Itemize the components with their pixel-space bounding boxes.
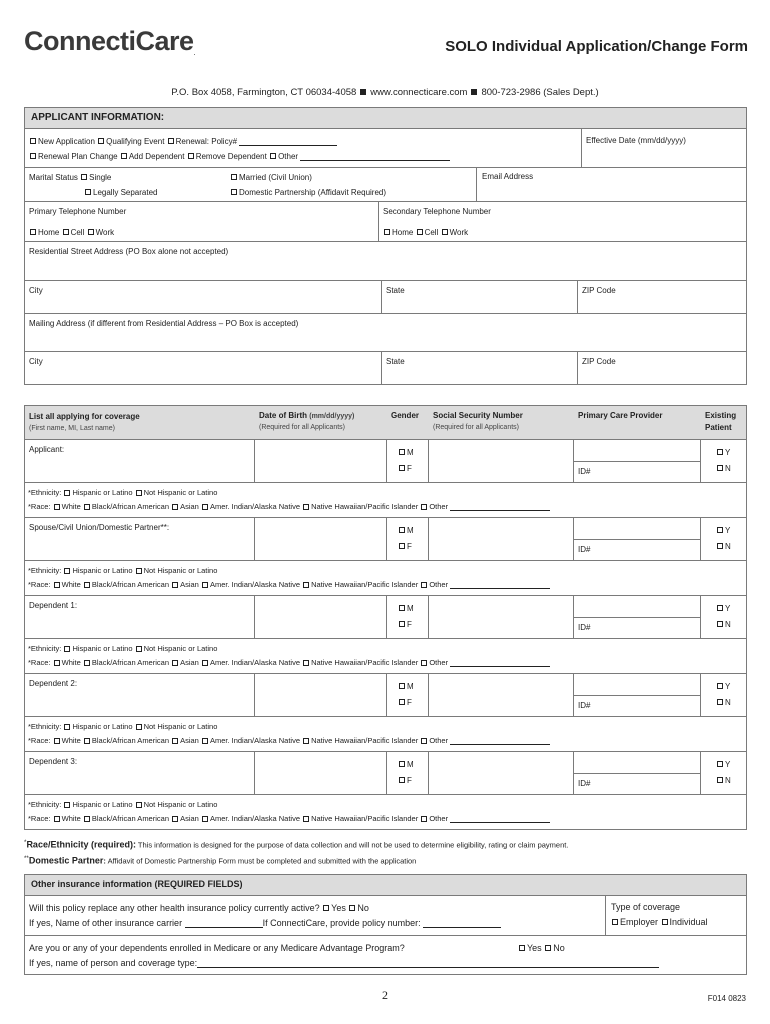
secondary-work-checkbox[interactable] <box>442 229 448 235</box>
pcp-id-label: ID# <box>578 467 591 476</box>
not-hispanic-checkbox[interactable] <box>136 646 142 652</box>
gender-male-option: M <box>398 682 414 691</box>
race-line: *Race: White Black/African American Asian Amer. Indian/Alaska Native Native Hawaiian/Pacific Islander Other <box>28 736 550 745</box>
mailing-state-label: State <box>386 357 405 366</box>
primary-home-checkbox[interactable] <box>30 229 36 235</box>
col-existing-header: Existing <box>705 411 737 420</box>
race-checkbox[interactable] <box>172 738 178 744</box>
ethnicity-line: *Ethnicity: Hispanic or Latino Not Hispanic or Latino <box>28 722 218 731</box>
race-line: *Race: White Black/African American Asian Amer. Indian/Alaska Native Native Hawaiian/Pacific Islander Other <box>28 580 550 589</box>
gender-female-option: F <box>398 464 412 473</box>
race-checkbox[interactable] <box>303 816 309 822</box>
gender-male-checkbox[interactable] <box>399 527 405 533</box>
website-link[interactable]: www.connecticare.com <box>370 87 468 98</box>
existing-yes-checkbox[interactable] <box>717 449 723 455</box>
logo-text: ConnectiCare <box>24 26 194 56</box>
app-type-row-2: Renewal Plan Change Add Dependent Remove Dependent Other <box>29 152 450 161</box>
existing-no-checkbox[interactable] <box>717 465 723 471</box>
hispanic-checkbox[interactable] <box>64 646 70 652</box>
existing-yes-option: Y <box>716 526 730 535</box>
married-option: Married (Civil Union) <box>230 173 312 182</box>
applicant-section-header: APPLICANT INFORMATION: <box>24 107 747 129</box>
race-checkbox[interactable] <box>54 582 60 588</box>
hispanic-checkbox[interactable] <box>64 724 70 730</box>
coverage-type-options: Employer Individual <box>611 917 708 927</box>
existing-yes-option: Y <box>716 682 730 691</box>
existing-yes-checkbox[interactable] <box>717 683 723 689</box>
medicare-question: Are you or any of your dependents enrolled in Medicare or any Medicare Advantage Program? <box>29 943 405 953</box>
separator-square-icon <box>360 89 366 95</box>
page-number: 2 <box>382 988 388 1002</box>
legally-separated-checkbox[interactable] <box>85 189 91 195</box>
primary-work-checkbox[interactable] <box>88 229 94 235</box>
existing-no-option: N <box>716 542 731 551</box>
gender-male-option: M <box>398 448 414 457</box>
race-other-field[interactable] <box>450 503 550 511</box>
secondary-cell-checkbox[interactable] <box>417 229 423 235</box>
existing-yes-option: Y <box>716 448 730 457</box>
existing-yes-option: Y <box>716 604 730 613</box>
race-checkbox[interactable] <box>84 582 90 588</box>
race-checkbox[interactable] <box>303 738 309 744</box>
other-insurance-header: Other insurance information (REQUIRED FIELDS) <box>24 874 747 896</box>
race-checkbox[interactable] <box>202 738 208 744</box>
race-checkbox[interactable] <box>54 660 60 666</box>
col-list-header: List all applying for coverage <box>29 412 140 421</box>
phone-number: 800-723-2986 (Sales Dept.) <box>481 87 599 98</box>
hispanic-checkbox[interactable] <box>64 568 70 574</box>
person-label: Dependent 3: <box>29 757 78 766</box>
race-checkbox[interactable] <box>421 816 427 822</box>
mailing-city-label: City <box>29 357 43 366</box>
mailing-address-label: Mailing Address (if different from Residential Address – PO Box is accepted) <box>29 319 299 328</box>
city-label: City <box>29 286 43 295</box>
not-hispanic-checkbox[interactable] <box>136 802 142 808</box>
race-checkbox[interactable] <box>54 816 60 822</box>
domestic-partnership-option: Domestic Partnership (Affidavit Required) <box>230 188 386 197</box>
race-checkbox[interactable] <box>421 504 427 510</box>
race-checkbox[interactable] <box>421 660 427 666</box>
existing-no-checkbox[interactable] <box>717 543 723 549</box>
race-checkbox[interactable] <box>84 660 90 666</box>
ethnicity-line: *Ethnicity: Hispanic or Latino Not Hispanic or Latino <box>28 566 218 575</box>
race-line: *Race: White Black/African American Asian Amer. Indian/Alaska Native Native Hawaiian/Pacific Islander Other <box>28 814 550 823</box>
existing-yes-option: Y <box>716 760 730 769</box>
existing-yes-checkbox[interactable] <box>717 527 723 533</box>
race-checkbox[interactable] <box>84 738 90 744</box>
contact-line <box>0 87 770 98</box>
single-checkbox[interactable] <box>81 174 87 180</box>
race-line: *Race: White Black/African American Asian Amer. Indian/Alaska Native Native Hawaiian/Pacific Islander Other <box>28 658 550 667</box>
race-checkbox[interactable] <box>421 582 427 588</box>
existing-no-option: N <box>716 464 731 473</box>
gender-female-checkbox[interactable] <box>399 777 405 783</box>
connecticare-logo: ConnectiCare. <box>24 26 196 57</box>
employer-checkbox[interactable] <box>612 919 618 925</box>
race-line: *Race: White Black/African American Asian Amer. Indian/Alaska Native Native Hawaiian/Pacific Islander Other <box>28 502 550 511</box>
pcp-id-label: ID# <box>578 545 591 554</box>
existing-yes-checkbox[interactable] <box>717 761 723 767</box>
qualifying-event-checkbox[interactable] <box>98 138 104 144</box>
race-checkbox[interactable] <box>54 504 60 510</box>
existing-yes-checkbox[interactable] <box>717 605 723 611</box>
renewal-checkbox[interactable] <box>168 138 174 144</box>
person-label: Dependent 2: <box>29 679 78 688</box>
gender-male-option: M <box>398 604 414 613</box>
not-hispanic-checkbox[interactable] <box>136 490 142 496</box>
hispanic-checkbox[interactable] <box>64 490 70 496</box>
gender-male-checkbox[interactable] <box>399 449 405 455</box>
hispanic-checkbox[interactable] <box>64 802 70 808</box>
new-application-checkbox[interactable] <box>30 138 36 144</box>
pcp-id-label: ID# <box>578 779 591 788</box>
gender-female-option: F <box>398 542 412 551</box>
not-hispanic-checkbox[interactable] <box>136 568 142 574</box>
race-checkbox[interactable] <box>84 816 90 822</box>
replace-yes-checkbox[interactable] <box>323 905 329 911</box>
pcp-id-label: ID# <box>578 701 591 710</box>
replace-no-checkbox[interactable] <box>349 905 355 911</box>
col-dob-sub: (Required for all Applicants) <box>259 424 345 431</box>
not-hispanic-checkbox[interactable] <box>136 724 142 730</box>
col-ssn-header: Social Security Number <box>433 411 523 420</box>
existing-no-option: N <box>716 776 731 785</box>
race-other-field[interactable] <box>450 737 550 745</box>
gender-male-checkbox[interactable] <box>399 683 405 689</box>
race-other-field[interactable] <box>450 659 550 667</box>
zip-label: ZIP Code <box>582 286 616 295</box>
person-label: Dependent 1: <box>29 601 78 610</box>
gender-female-option: F <box>398 620 412 629</box>
domestic-partner-note: **Domestic Partner: Affidavit of Domestic Partnership Form must be completed and submitted with the application <box>24 855 417 866</box>
individual-checkbox[interactable] <box>662 919 668 925</box>
domestic-partnership-checkbox[interactable] <box>231 189 237 195</box>
email-address-label: Email Address <box>482 172 534 181</box>
gender-male-option: M <box>398 526 414 535</box>
secondary-phone-type: Home Cell Work <box>383 228 468 237</box>
secondary-home-checkbox[interactable] <box>384 229 390 235</box>
gender-female-checkbox[interactable] <box>399 699 405 705</box>
col-ssn-sub: (Required for all Applicants) <box>433 424 519 431</box>
existing-no-checkbox[interactable] <box>717 621 723 627</box>
mail-address: P.O. Box 4058, Farmington, CT 06034-4058 <box>171 87 357 98</box>
replace-policy-question: Will this policy replace any other health insurance policy currently active? Yes No <box>29 903 369 913</box>
pcp-id-label: ID# <box>578 623 591 632</box>
col-existing-header-2: Patient <box>705 423 732 432</box>
col-pcp-header: Primary Care Provider <box>578 411 663 420</box>
effective-date-label: Effective Date (mm/dd/yyyy) <box>586 136 686 145</box>
gender-male-option: M <box>398 760 414 769</box>
race-checkbox[interactable] <box>202 504 208 510</box>
race-checkbox[interactable] <box>303 504 309 510</box>
carrier-line: If yes, Name of other insurance carrier If ConnectiCare, provide policy number: <box>29 918 501 928</box>
medicare-detail-field[interactable] <box>197 960 659 968</box>
married-checkbox[interactable] <box>231 174 237 180</box>
race-checkbox[interactable] <box>172 504 178 510</box>
form-code: F014 0823 <box>707 994 746 1003</box>
secondary-phone-label: Secondary Telephone Number <box>383 207 491 216</box>
renewal-plan-change-checkbox[interactable] <box>30 153 36 159</box>
race-checkbox[interactable] <box>202 816 208 822</box>
gender-female-option: F <box>398 698 412 707</box>
race-checkbox[interactable] <box>202 660 208 666</box>
primary-phone-type: Home Cell Work <box>29 228 114 237</box>
col-dob-header: Date of Birth (mm/dd/yyyy) <box>259 411 355 420</box>
coverage-type-label: Type of coverage <box>611 902 681 912</box>
policy-number-input[interactable] <box>423 920 501 928</box>
gender-female-option: F <box>398 776 412 785</box>
separator-square-icon <box>471 89 477 95</box>
medicare-options: Yes No <box>518 943 565 953</box>
person-label: Applicant: <box>29 445 65 454</box>
ethnicity-line: *Ethnicity: Hispanic or Latino Not Hispanic or Latino <box>28 800 218 809</box>
state-label: State <box>386 286 405 295</box>
other-type-field[interactable] <box>300 153 450 161</box>
remove-dependent-checkbox[interactable] <box>188 153 194 159</box>
race-checkbox[interactable] <box>84 504 90 510</box>
app-type-row-1: New Application Qualifying Event Renewal: Policy# <box>29 137 337 146</box>
person-label: Spouse/Civil Union/Domestic Partner**: <box>29 523 170 532</box>
race-other-field[interactable] <box>450 581 550 589</box>
race-checkbox[interactable] <box>303 660 309 666</box>
existing-no-checkbox[interactable] <box>717 777 723 783</box>
policy-number-field[interactable] <box>239 138 337 146</box>
existing-no-option: N <box>716 698 731 707</box>
ethnicity-line: *Ethnicity: Hispanic or Latino Not Hispanic or Latino <box>28 644 218 653</box>
medicare-yes-checkbox[interactable] <box>519 945 525 951</box>
legally-separated-option: Legally Separated <box>84 188 158 197</box>
gender-male-checkbox[interactable] <box>399 761 405 767</box>
race-checkbox[interactable] <box>54 738 60 744</box>
gender-female-checkbox[interactable] <box>399 621 405 627</box>
primary-phone-label: Primary Telephone Number <box>29 207 127 216</box>
race-checkbox[interactable] <box>172 816 178 822</box>
marital-status-label: Marital Status Single <box>29 173 112 182</box>
race-checkbox[interactable] <box>303 582 309 588</box>
race-ethnicity-note: *Race/Ethnicity (required): This information is designed for the purpose of data collection and will not be used to determine eligibility, rating or claim payment. <box>24 839 569 850</box>
gender-male-checkbox[interactable] <box>399 605 405 611</box>
race-checkbox[interactable] <box>202 582 208 588</box>
gender-female-checkbox[interactable] <box>399 465 405 471</box>
other-checkbox[interactable] <box>270 153 276 159</box>
existing-no-checkbox[interactable] <box>717 699 723 705</box>
carrier-name-field[interactable] <box>185 920 263 928</box>
race-other-field[interactable] <box>450 815 550 823</box>
residential-address-label: Residential Street Address (PO Box alone not accepted) <box>29 247 229 256</box>
race-checkbox[interactable] <box>172 582 178 588</box>
medicare-detail-line: If yes, name of person and coverage type: <box>29 958 659 968</box>
medicare-no-checkbox[interactable] <box>545 945 551 951</box>
col-list-sub: (First name, MI, Last name) <box>29 425 115 432</box>
race-checkbox[interactable] <box>421 738 427 744</box>
gender-female-checkbox[interactable] <box>399 543 405 549</box>
ethnicity-line: *Ethnicity: Hispanic or Latino Not Hispanic or Latino <box>28 488 218 497</box>
primary-cell-checkbox[interactable] <box>63 229 69 235</box>
add-dependent-checkbox[interactable] <box>121 153 127 159</box>
mailing-zip-label: ZIP Code <box>582 357 616 366</box>
col-gender-header: Gender <box>391 411 420 420</box>
race-checkbox[interactable] <box>172 660 178 666</box>
existing-no-option: N <box>716 620 731 629</box>
form-title: SOLO Individual Application/Change Form <box>445 38 748 55</box>
